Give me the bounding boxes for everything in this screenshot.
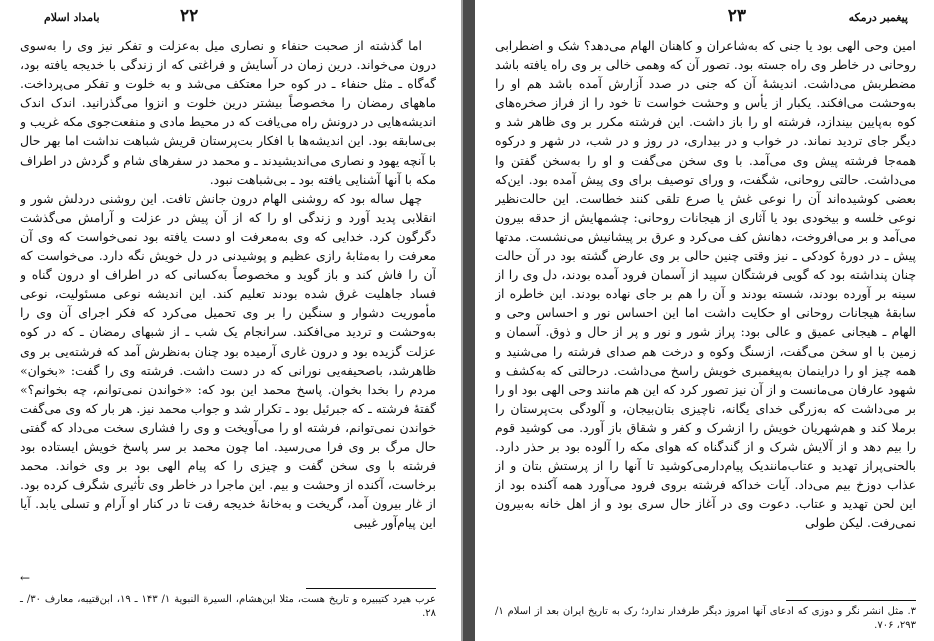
paragraph: امین وحی الهی بود یا جنی که به‌شاعران و کاهنان الهام می‌دهد؟ شک و اضطرابی روحانی در خاطر وی راه جسته بود. تصور آن که وهمی خالی بر وی راه یافته باشد مضطربش می‌داشت. اندیشهٔ آن که جنی در صدد آزارش آمده باشد هم او را به‌وحشت می‌افکند. یکبار از یأس و وحشت خواست تا خود را از فراز صخره‌های کوه به‌پایین بیندازد، فرشته او را باز داشت. این فرشته مکرر بر وی ظاهر شد و دیگر جای تردید نماند. در خواب و در بیداری، در روز و در شب، در شهر و درکوه همه‌جا فرشته پیش وی می‌آمد. با وی سخن می‌گفت و او را به‌سخن گفتن وا می‌داشت. حالتی روحانی، شگفت، و ورای توصیف برای وی پیش آمده بود. این‌که بعضی کوشیده‌اند آن را نوعی غش یا صرع تلقی کنند خطاست. این حالت‌نظیر نوعی خلسه و بیخودی بود یا آثاری از هیجانات روحانی: چشمهایش از حدقه بیرون می‌آمد و بر می‌افروخت، دهانش کف می‌کرد و عرق بر پیشانیش می‌نشست. مدتها پیش ـ در دورهٔ کودکی ـ نیز وقتی چنین حالی بر وی عارض گشته بود در آن حالت چنان پنداشته بود که گویی فرشتگان سپید از آسمان فرود آمده بودند، دل وی را از سینه بر آورده بودند، شسته بودند و آن را هم بر جای نهاده بودند. این خاطره از سابقهٔ هیجانات روحانی او حکایت داشت اما این احساس نور و احساس وحی و الهام ـ هیجانی عمیق و عالی بود: پراز شور و نور و پر از حال و ذوق. آسمان و زمین با او سخن می‌گفت، ازسنگ وکوه و درخت هم صدای فرشته را می‌شنید و همه چیز او را دراینمان به‌پیغمبری خویش راسخ می‌داشت. درحالتی که به‌کشف و شهود عارفان می‌مانست و از آن نیز تصور کرد که این هم مانند وحی الهی بود او را بر می‌داشت که به‌زرگی خدای یگانه، ناچیزی بتان‌بیجان، و آلودگی بت‌پرستان را برملا کند و هم‌شهریان خویش را ازشرک و کفر و شقاق باز آورد. می کوشید قوم را بیم دهد و از آلایش شرک و از گندگناه که هوای مکه را آلوده بود بر حذر دارد. با‌لحنی‌پراز تهدید و عتاب‌مانندیک پیام‌دار‌می‌کوشید تا آنها را از پرستش بتان و از عذاب دوزخ بیم‌ می‌داد. آیات خداکه فرشته بروی فرود می‌آورد همه آکنده بود از این لحن تهدید و عتاب. دعوت وی در آغاز حال سری بود و از اهل خانه به‌بیرون نمی‌رفت. لیکن طولی	[495, 38, 916, 531]
page-number: ۲۲	[180, 6, 199, 26]
paragraph: چهل ساله بود که روشنی الهام درون جانش تافت. این روشنی دردلش شور و انقلابی پدید آورد و زندگی او را که از آن پیش در عزلت و آرامش می‌گذشت دگرگون کرد. خدایی که وی به‌معرفت او دست یافته بود نمی‌خواست که وی آن معرفت را به‌مثابهٔ رازی عظیم و پوشیدنی در دل خویش نگه دارد. می‌خواست که آن را فاش کند و باز گوید و مخصوصاً به‌کسانی که در اطراف او درون گناه و فساد جاهلیت غرق شده بودند تعلیم کند. این اندیشه نوعی مسئولیت، نوعی مأموریت دشوار و سنگین را بر وی تحمیل می‌کرد که فکر اجرای آن وی را به‌وحشت و تردید می‌افکند. سرانجام یک شب ـ از شبهای رمضان ـ که در کوه عزلت گزیده بود و درون غاری آرمیده بود چنان به‌نظرش آمد که فرشته‌یی بر وی ظاهرشد، با‌صحیفه‌یی نورانی که در دست داشت. فرشته وی را گفت: «بخوان» مردم را بخدا بخوان. پاسخ محمد این بود که: «خواندن نمی‌توانم، چه بخوانم؟» گفتهٔ فرشته ـ که جبرئیل بود ـ تکرار شد و جواب محمد نیز. هر بار که وی می‌گفت خواندن نمی‌توانم، فرشته او را می‌آویخت و وی را فشاری سخت می‌داد که گفتی حال مرگ بر وی فرا می‌رسید. اما چون محمد بر سر پاسخ خویش ایستاده بود فرشته با وی سخن گفت و چیزی را که پیام الهی بود بر وی خواند. محمد برخاست، آکنده از وحشت و بیم. این ماجرا در خاطر وی تأثیری شگرف کرده بود. از غار بیرون آمد، گریخت و به‌خانهٔ خدیجه رفت تا در کنار او آرام و تسلی یابد. آیا این پیام‌آور غیبی	[20, 190, 436, 531]
right-page-body	[495, 36, 916, 593]
paragraph: اما گذشته از صحبت حنفاء و نصاری میل به‌عزلت و تفکر نیز وی را به‌سوی درون می‌خواند. درین زمان در آسایش و فراغتی که از زندگی با خدیجه یافته بود، گه‌گاه ـ مثل حنفاء ـ در کوه حرا معتکف می‌شد و به خلوت و تفکر می‌پرداخت. ماههای رمضان را مخصوصاً بیشتر درین خلوت و انزوا می‌گذرانید. اندک اندک اندیشه‌هایی در درونش راه می‌یافت که در محیط مادی و منفعت‌جوی مکه غریب و بی‌سابقه بود. این اندیشه‌ها با افکار بت‌پرستان قریش شباهت نداشت اما بهر حال با آنچه یهود و نصاری می‌اندیشیدند ـ و محمد در سفرهای شام و گردش در اطراف مکه با آنها آشنایی یافته بود ـ بی‌شباهت نبود.	[20, 38, 436, 187]
footnote-rule	[306, 588, 436, 589]
footnote-rule	[786, 600, 916, 601]
right-page	[475, 0, 934, 641]
right-page-header	[495, 4, 916, 34]
footnote: عرب هیرد کتیبیره و تاریخ هست، مثلا ابن‌هشام، السیرة النبویة ۱/ ۱۴۳ ـ ۱۹، ابن‌قتیبه، معارف ۳۰/ ـ ۲۸.	[20, 594, 436, 619]
continue-arrow-icon: ←	[20, 571, 31, 585]
footnote: ۳. مثل انشر نگر و دوزی که ادعای آنها امروز دیگر طرفدار ندارد؛ رک به تاریخ ایران بعد از اسلام ۱/ ۲۹۳، ۷۰۶.	[495, 606, 916, 631]
running-title: بامداد اسلام	[44, 11, 100, 24]
left-page-header	[20, 4, 436, 34]
book-spine	[463, 0, 475, 641]
running-title: پیغمبر درمکه	[848, 11, 908, 24]
left-page	[0, 0, 463, 641]
page-number: ۲۳	[727, 6, 746, 26]
left-page-body	[20, 36, 436, 581]
